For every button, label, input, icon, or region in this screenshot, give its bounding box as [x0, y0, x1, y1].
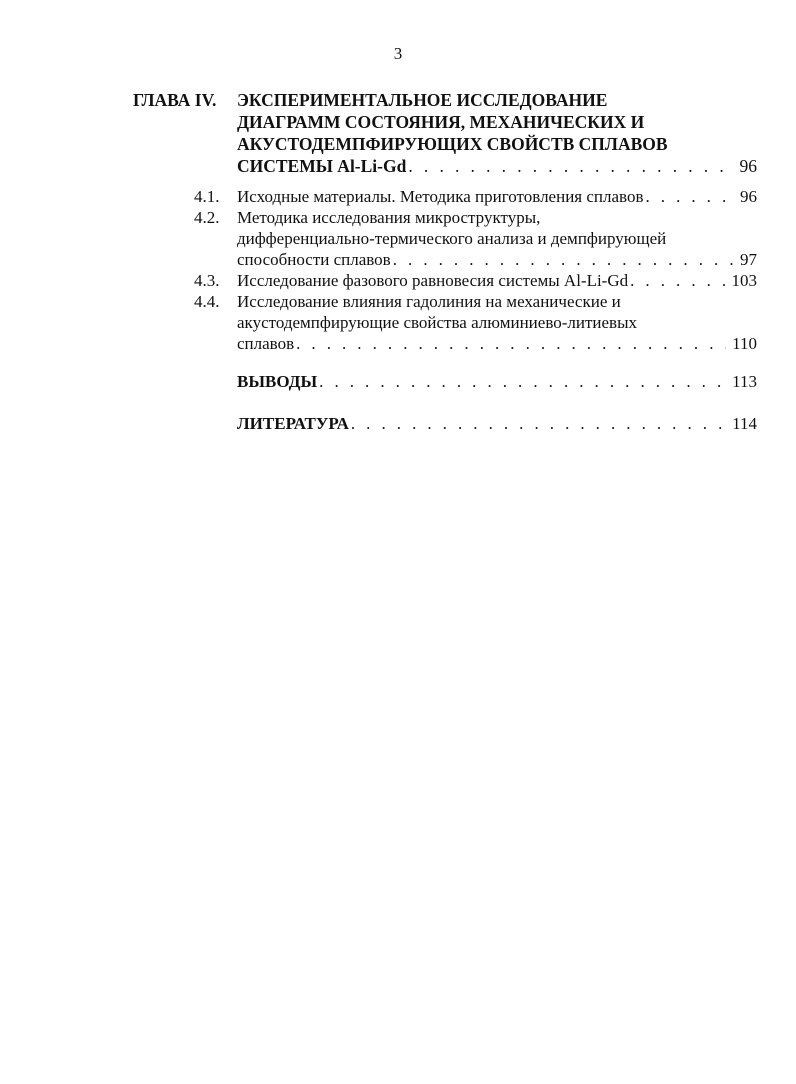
section-title: Исследование фазового равновесия системы Al-Li-Gd: [237, 271, 629, 290]
chapter-title: [237, 89, 757, 177]
chapter-title-line: ЭКСПЕРИМЕНТАЛЬНОЕ ИССЛЕДОВАНИЕ: [237, 90, 608, 110]
section-entry-4-3: [180, 270, 780, 291]
leader-dots: [393, 249, 734, 270]
references-entry: [237, 414, 757, 434]
leader-dots: [319, 372, 726, 392]
section-number: 4.2.: [194, 208, 220, 227]
leader-dots: [351, 414, 726, 434]
section-number: 4.4.: [194, 292, 220, 311]
leader-dots: [408, 155, 733, 177]
page-number: 3: [393, 44, 403, 63]
section-page-number: 96: [740, 187, 757, 206]
section-page-number: 97: [740, 250, 757, 269]
section-number: 4.1.: [194, 187, 220, 206]
conclusions-entry: [237, 372, 757, 392]
section-last-line: [237, 270, 757, 291]
section-title: Исходные материалы. Методика приготовления сплавов: [237, 187, 644, 206]
conclusions-title: ВЫВОДЫ: [237, 372, 318, 391]
references-title: ЛИТЕРАТУРА: [237, 414, 349, 433]
section-title: сплавов: [237, 334, 295, 353]
references-page-number: 114: [732, 414, 757, 433]
section-entry-4-2: [180, 207, 780, 270]
chapter-page-number: 96: [739, 156, 757, 176]
section-entry-4-1: [180, 186, 780, 207]
leader-dots: [630, 270, 725, 291]
chapter-title-line: ДИАГРАММ СОСТОЯНИЯ, МЕХАНИЧЕСКИХ И: [237, 112, 645, 132]
section-title-line: дифференциально-термического анализа и демпфирующей: [237, 229, 667, 248]
section-last-line: [237, 333, 757, 354]
chapter-title-line: АКУСТОДЕМПФИРУЮЩИХ СВОЙСТВ СПЛАВОВ: [237, 134, 668, 154]
section-title: способности сплавов: [237, 250, 391, 269]
section-title-line: акустодемпфирующие свойства алюминиево-литиевых: [237, 313, 637, 332]
leader-dots: [296, 333, 726, 354]
chapter-label: ГЛАВА IV.: [133, 90, 217, 110]
sections-list: [180, 186, 780, 354]
section-page-number: 103: [731, 271, 757, 290]
section-last-line: [237, 249, 757, 270]
leader-dots: [645, 186, 734, 207]
section-page-number: 110: [732, 334, 757, 353]
section-number: 4.3.: [194, 271, 220, 290]
section-title-line: Методика исследования микроструктуры,: [237, 208, 541, 227]
section-last-line: [237, 186, 757, 207]
section-entry-4-4: [180, 291, 780, 354]
chapter-title-last-line: [237, 155, 757, 177]
chapter-title-line: СИСТЕМЫ Al-Li-Gd: [237, 156, 407, 176]
section-title-line: Исследование влияния гадолиния на механические и: [237, 292, 621, 311]
conclusions-page-number: 113: [732, 372, 757, 391]
